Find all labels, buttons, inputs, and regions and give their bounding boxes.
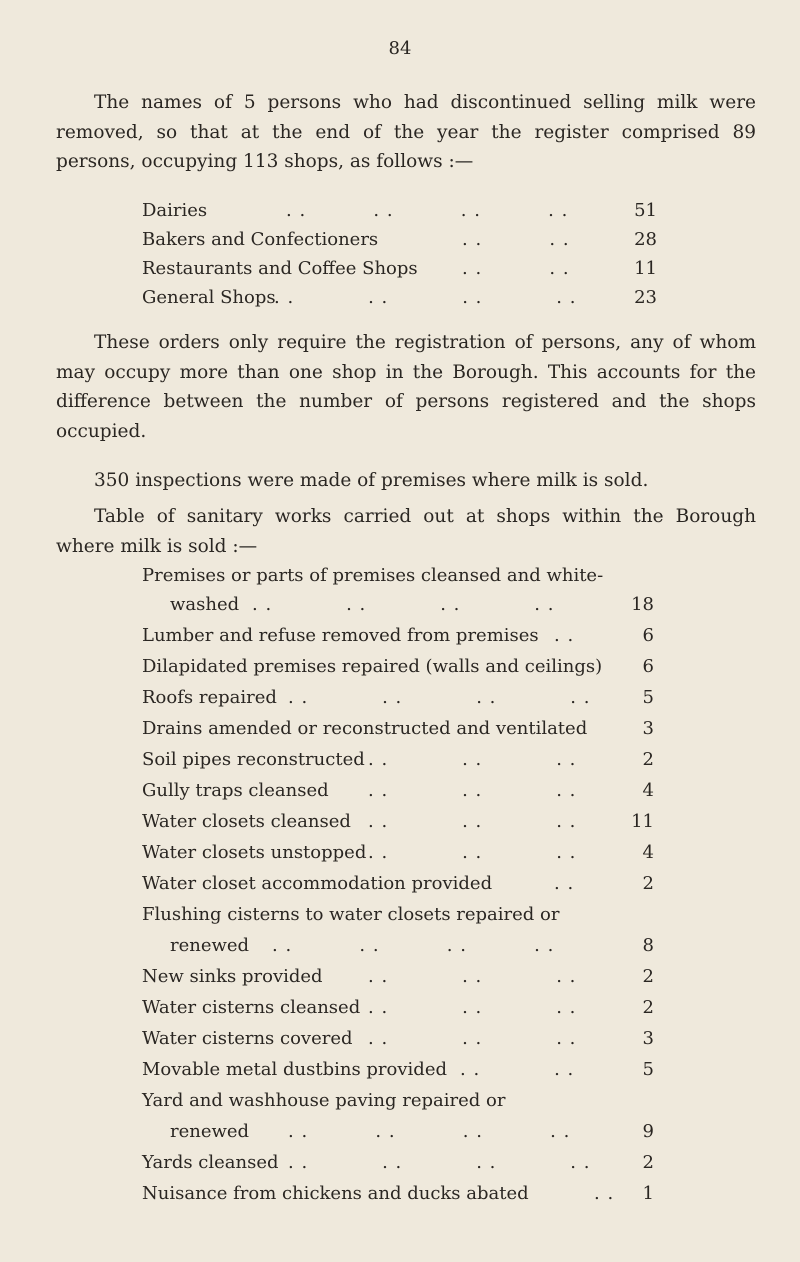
shop-label: Restaurants and Coffee Shops [142,258,418,279]
work-count: 18 [631,594,654,615]
table-row: Nuisance from chickens and ducks abated . . 1 [142,1178,654,1209]
table-row: Water cisterns covered . . . . . . 3 [142,1023,654,1054]
work-label: Yards cleansed [142,1152,279,1173]
table-row [142,899,654,930]
shop-label: Bakers and Confectioners [142,229,379,250]
work-label: Gully traps cleansed [142,780,329,801]
intro-text: The names of 5 persons who had discontinued selling milk were removed, so that at the end of the year the register comprised 89 persons, occupying 113 shops, as follows :— [56,92,756,172]
table-row [142,713,654,744]
shop-count: 23 [634,287,657,308]
table-intro-text: Table of sanitary works carried out at shops within the Borough where milk is sold :— [56,506,756,557]
work-count: 3 [642,1028,654,1049]
table-row: Water cisterns cleansed . . . . . . 2 [142,992,654,1023]
shop-count: 28 [634,229,657,250]
table-row [142,1085,654,1116]
work-count: 9 [642,1121,654,1142]
work-count: 5 [642,687,654,708]
work-count: 2 [642,966,654,987]
table-row [142,651,654,682]
work-count: 2 [642,1152,654,1173]
work-label: Flushing cisterns to water closets repaired or [142,904,560,925]
inspections-paragraph [56,466,756,496]
table-row: Soil pipes reconstructed . . . . . . 2 [142,744,654,775]
table-intro-paragraph [56,502,756,561]
work-label: Yard and washhouse paving repaired or [142,1090,506,1111]
table-row: Water closets unstopped . . . . . . 4 [142,837,654,868]
orders-paragraph [56,328,756,446]
work-label: Water closets cleansed [142,811,351,832]
work-count: 5 [642,1059,654,1080]
list-item: Restaurants and Coffee Shops . . . . 11 [142,254,657,283]
orders-text: These orders only require the registration of persons, any of whom may occupy more than one shop in the Borough. This accounts for the difference between the number of persons registered and the shops occupied. [56,332,756,442]
work-count: 2 [642,997,654,1018]
table-row [142,560,654,591]
work-label-continued: renewed [170,1121,250,1142]
work-label: Dilapidated premises repaired (walls and ceilings) [142,656,603,677]
table-row: Water closets cleansed . . . . . . 11 [142,806,654,837]
table-row: New sinks provided . . . . . . 2 [142,961,654,992]
table-row: Water closet accommodation provided . . 2 [142,868,654,899]
work-count: 11 [631,811,654,832]
table-row: renewed . . . . . . . . 8 [142,930,654,961]
shop-label: General Shops [142,287,276,308]
shop-count: 11 [634,258,657,279]
work-label-continued: washed [170,594,240,615]
work-count: 3 [642,718,654,739]
work-count: 2 [642,749,654,770]
work-count: 2 [642,873,654,894]
shop-label: Dairies [142,200,208,221]
work-label: Roofs repaired [142,687,277,708]
work-label: Lumber and refuse removed from premises [142,625,539,646]
work-count: 4 [642,780,654,801]
work-label: Water closet accommodation provided [142,873,493,894]
work-count: 8 [642,935,654,956]
work-label: Premises or parts of premises cleansed and white- [142,565,604,586]
work-count: 6 [642,656,654,677]
work-count: 6 [642,625,654,646]
table-row: washed . . . . . . . . 18 [142,589,654,620]
work-label: Drains amended or reconstructed and ventilated [142,718,588,739]
work-count: 1 [642,1183,654,1204]
list-item: Dairies . . . . . . . . 51 [142,196,657,225]
work-label-continued: renewed [170,935,250,956]
intro-paragraph [56,88,756,177]
table-row: Yards cleansed . . . . . . . . 2 [142,1147,654,1178]
inspections-text: 350 inspections were made of premises where milk is sold. [94,470,649,491]
list-item: General Shops . . . . . . . . 23 [142,283,657,312]
work-label: Movable metal dustbins provided [142,1059,447,1080]
table-row: Gully traps cleansed . . . . . . 4 [142,775,654,806]
table-row: Roofs repaired . . . . . . . . 5 [142,682,654,713]
table-row: renewed . . . . . . . . 9 [142,1116,654,1147]
work-label: Water cisterns cleansed [142,997,361,1018]
work-label: Soil pipes reconstructed [142,749,365,770]
list-item: Bakers and Confectioners . . . . 28 [142,225,657,254]
work-label: Water closets unstopped [142,842,367,863]
work-label: New sinks provided [142,966,323,987]
work-count: 4 [642,842,654,863]
page-number: 84 [388,38,412,59]
work-label: Nuisance from chickens and ducks abated [142,1183,529,1204]
table-row: Movable metal dustbins provided . . . . 5 [142,1054,654,1085]
work-label: Water cisterns covered [142,1028,353,1049]
table-row: Lumber and refuse removed from premises . . 6 [142,620,654,651]
shop-count: 51 [634,200,657,221]
